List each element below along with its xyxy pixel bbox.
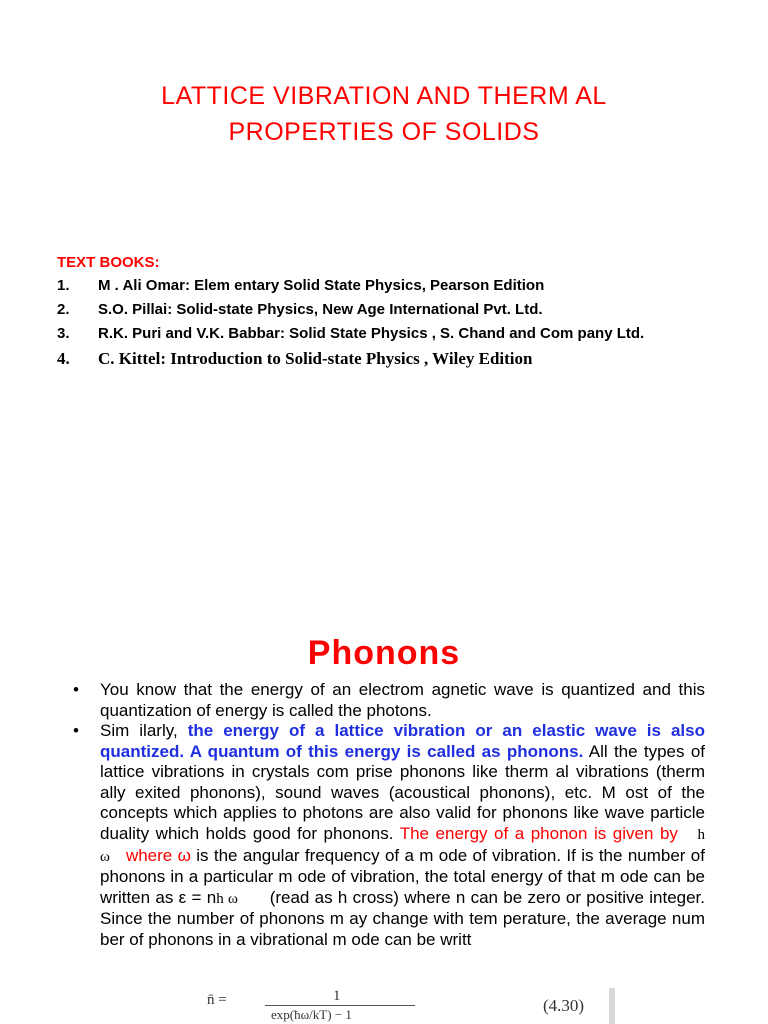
textbook-number: 2. [57,301,70,318]
formula-denominator: exp(ħω/kT) − 1 [271,1007,352,1022]
energy-symbol: h ω [216,890,238,907]
textbook-item [57,301,543,318]
textbook-text: R.K. Puri and V.K. Babbar: Solid State Physics , S. Chand and Com pany Ltd. [98,325,645,342]
bullet-icon: • [73,721,79,740]
bullet-icon: • [73,680,79,699]
textbook-text: S.O. Pillai: Solid-state Physics, New Age International Pvt. Ltd. [98,301,543,318]
energy-symbol: h ω [100,826,706,865]
textbook-text: C. Kittel: Introduction to Solid-state Physics , Wiley Edition [98,349,533,368]
formula-numerator: 1 [333,988,341,1004]
paragraph-phonons [100,721,705,951]
scan-edge [609,988,615,1024]
textbook-number: 4. [57,349,70,368]
textbook-item [57,277,544,294]
textbook-number: 3. [57,325,70,342]
highlight-where: where ω [125,845,191,865]
textbook-item [57,325,644,342]
title-line-1: LATTICE VIBRATION AND THERM AL [161,82,607,110]
formula-label: (4.30) [543,996,585,1015]
textbook-text: M . Ali Omar: Elem entary Solid State Physics, Pearson Edition [98,277,545,294]
title-line-2: PROPERTIES OF SOLIDS [228,118,540,146]
highlight-definition: the energy of a lattice vibration or an elastic wave is also quantized. A quantum of this energy is called as phonons. [100,721,705,761]
section-heading: Phonons [307,634,461,672]
formula-lhs: n̄ = [207,992,227,1008]
text-run: Sim ilarly, [100,721,188,740]
highlight-energy: The energy of a phonon is given by [399,823,678,843]
text-run: is the angular frequency of a m ode of vibration. If is the number of phonons in a particular m ode of vibration, the total energy of that m ode can be written as ε = n [100,845,705,907]
textbooks-heading: TEXT BOOKS: [57,254,160,271]
textbook-number: 1. [57,277,70,294]
fraction-bar [265,1005,415,1006]
text-run: All the types of lattice vibrations in crystals com prise phonons like therm al vibrations (therm ally exited phonons), sound waves (acoustical phonons), etc. M ost of the concepts which applies to photons are also valid for phonons like wave particle duality which holds good for phonons. [100,741,705,843]
formula-4-30 [205,988,615,1024]
paragraph-photons: You know that the energy of an electrom agnetic wave is quantized and this quantization of energy is called the photons. [100,680,705,720]
text-run: (read as h cross) where n can be zero or positive integer. Since the number of phonons m ay change with tem perature, the average num ber of phonons in a vibrational m ode can be writt [100,887,706,949]
textbook-item [57,349,532,369]
